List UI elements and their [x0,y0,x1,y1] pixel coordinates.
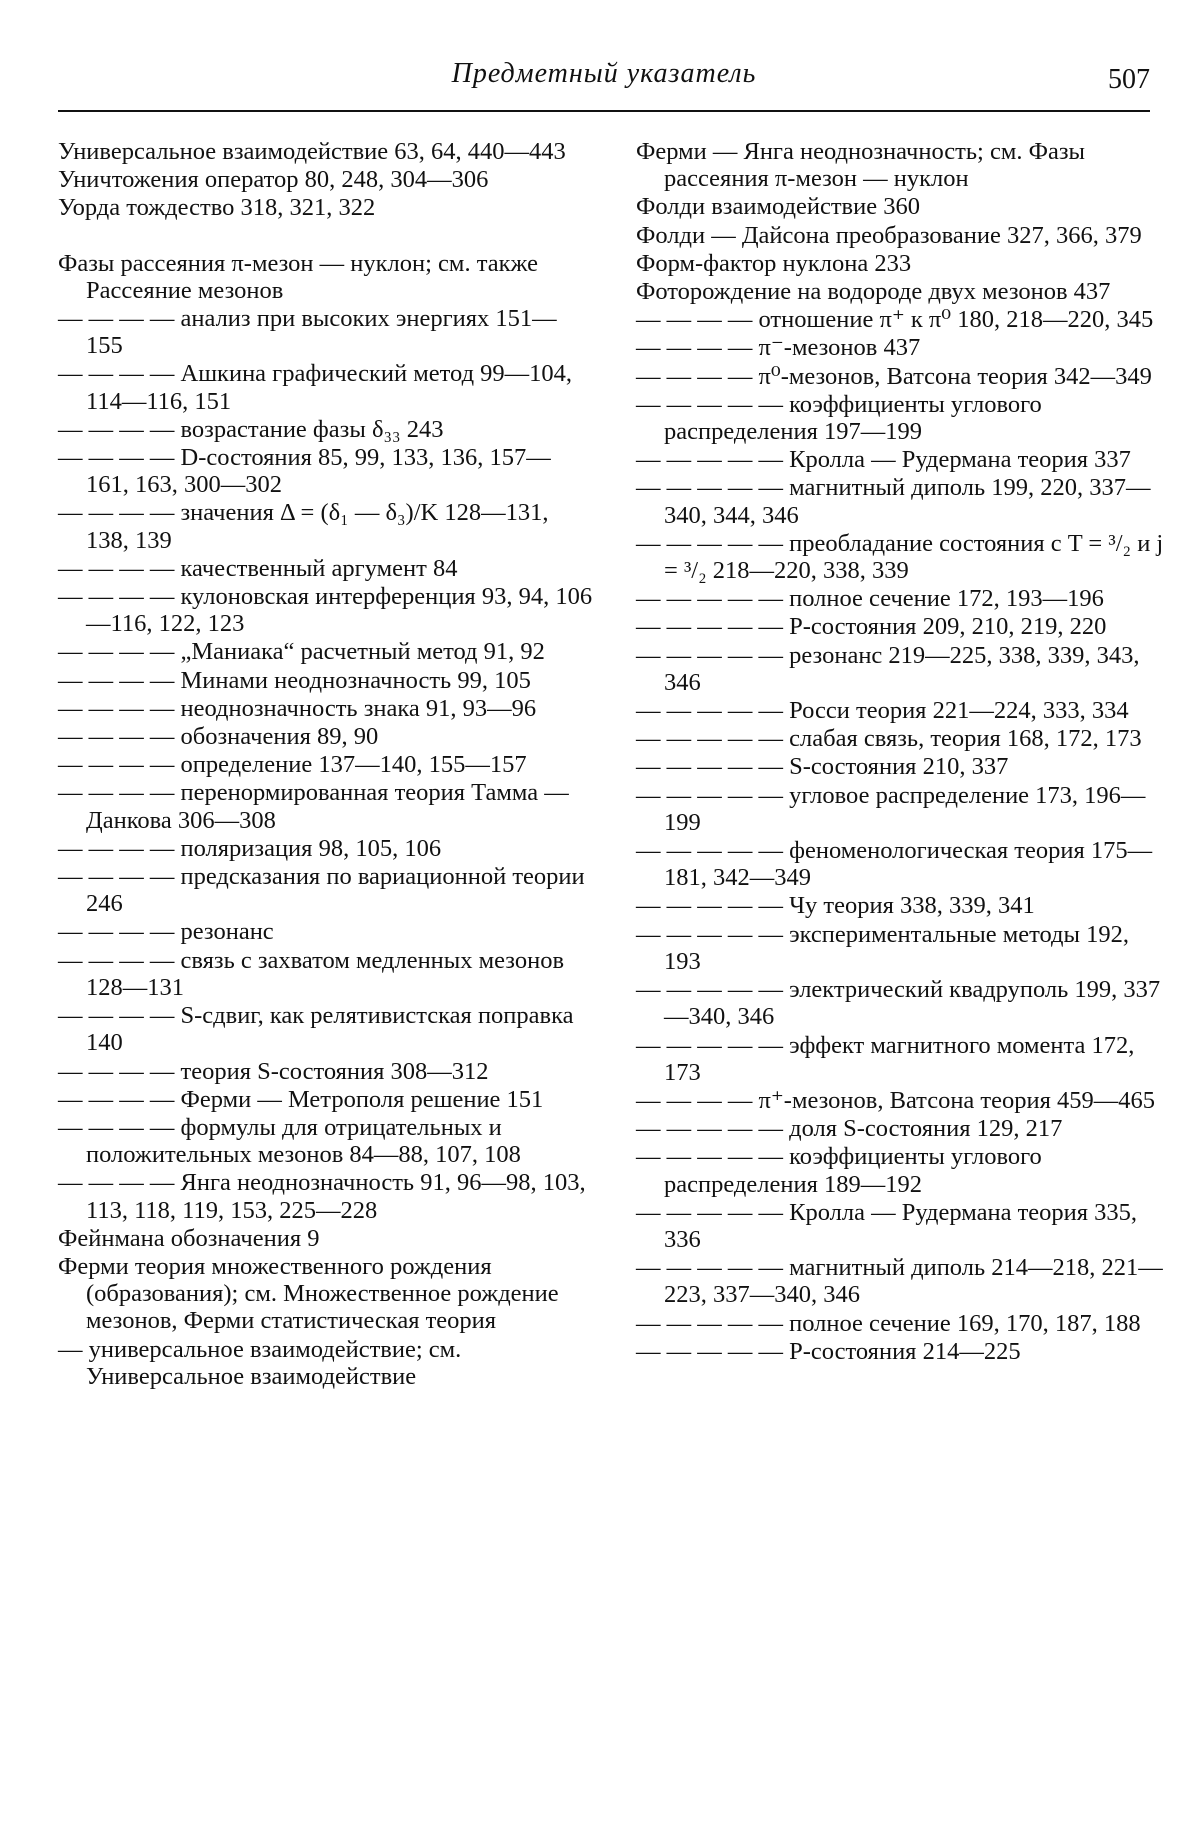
index-entry: — — — — — полное сечение 172, 193—196 [636,585,1104,613]
index-entry: — — — — — S-состояния 210, 337 [636,753,1009,781]
index-column-right [636,138,1171,1366]
index-entry: — — — — — магнитный диполь 199, 220, 337—340, 344, 346 [636,474,1151,529]
index-entry: Фейнмана обозначения 9 [58,1224,320,1252]
index-entry: — — — — π⁺-мезонов, Ватсона теория 459—465 [636,1086,1156,1114]
index-entry: — — — — — доля S-состояния 129, 217 [636,1115,1063,1143]
index-column-left [58,138,593,1391]
index-entry: — — — — поляризация 98, 105, 106 [58,834,442,862]
index-entry: — — — — π⁰-мезонов, Ватсона теория 342—349 [636,362,1152,390]
index-entry: — — — — „Маниака“ расчетный метод 91, 92 [58,638,545,666]
index-entry: — — — — формулы для отрицательных и положительных мезонов 84—88, 107, 108 [58,1113,521,1169]
index-entry: — — — — — коэффициенты углового распределения 197—199 [636,390,1042,446]
index-entry: Фазы рассеяния π-мезон — нуклон; см. также Рассеяние мезонов [58,249,538,304]
index-entry: — — — — обозначения 89, 90 [58,723,379,751]
index-entry: — — — — — эффект магнитного момента 172, 173 [636,1031,1135,1086]
index-entry: — — — — неоднозначность знака 91, 93—96 [58,694,537,722]
index-entry: — — — — теория S-состояния 308—312 [58,1057,489,1085]
index-entry: Универсальное взаимодействие 63, 64, 440—443 [58,138,566,165]
index-entry: — — — — резонанс [58,918,274,946]
index-entry: — — — — — Кролла — Рудермана теория 337 [636,446,1131,474]
running-title: Предметный указатель [451,58,757,89]
index-entry: — — — — перенормированная теория Тамма — Данкова 306—308 [58,779,569,834]
index-entry: — — — — — феноменологическая теория 175—181, 342—349 [636,837,1153,892]
index-entry: — — — — Янга неоднозначность 91, 96—98, 103, 113, 118, 119, 153, 225—228 [58,1169,586,1224]
index-entry: Ферми теория множественного рождения (образования); см. Множественное рождение мезонов, Ферми статистическая теория [58,1252,559,1335]
index-entry: — — — — отношение π⁺ к π⁰ 180, 218—220, 345 [636,306,1154,334]
index-entry: — — — — значения Δ = (δ₁ — δ₃)/K 128—131, 138, 139 [58,499,549,554]
index-entry: — — — — — P-состояния 214—225 [636,1337,1021,1365]
index-entry: — — — — — магнитный диполь 214—218, 221—223, 337—340, 346 [636,1254,1163,1309]
index-entry: — — — — — экспериментальные методы 192, 193 [636,920,1129,975]
index-entry: — — — — определение 137—140, 155—157 [58,751,527,779]
index-entry: — универсальное взаимодействие; см. Универсальное взаимодействие [58,1335,462,1390]
index-entry: Ферми — Янга неоднозначность; см. Фазы рассеяния π-мезон — нуклон [636,138,1085,193]
index-entry: — — — — — Чу теория 338, 339, 341 [636,892,1035,920]
index-entry: — — — — π⁻-мезонов 437 [636,334,921,362]
index-entry: Форм-фактор нуклона 233 [636,249,912,277]
index-entry: — — — — возрастание фазы δ₃₃ 243 [58,415,444,443]
index-entry: — — — — Минами неоднозначность 99, 105 [58,666,531,694]
index-entry: — — — — Ферми — Метрополя решение 151 [58,1085,544,1113]
index-entry: Уничтожения оператор 80, 248, 304—306 [58,166,489,194]
index-entry: — — — — связь с захватом медленных мезонов 128—131 [58,946,565,1001]
index-entry: — — — — D-состояния 85, 99, 133, 136, 157—161, 163, 300—302 [58,444,551,499]
index-entry: Фолди — Дайсона преобразование 327, 366, 379 [636,221,1142,249]
index-entry: Фолди взаимодействие 360 [636,193,920,221]
index-entry: — — — — — коэффициенты углового распределения 189—192 [636,1143,1042,1198]
index-entry: Уорда тождество 318, 321, 322 [58,194,376,222]
page-number: 507 [1108,64,1150,95]
index-entry: — — — — — полное сечение 169, 170, 187, 188 [636,1309,1141,1337]
index-entry: — — — — — Кролла — Рудермана теория 335, 336 [636,1198,1138,1253]
index-entry: — — — — кулоновская интерференция 93, 94, 106—116, 122, 123 [58,583,593,638]
index-entry: — — — — — преобладание состояния с T = ³/₂ и j = ³/₂ 218—220, 338, 339 [636,529,1164,585]
page-header [58,58,1150,112]
index-entry: — — — — — слабая связь, теория 168, 172, 173 [636,725,1142,753]
index-entry: — — — — — Росси теория 221—224, 333, 334 [636,697,1129,725]
index-entry: — — — — — резонанс 219—225, 338, 339, 343, 346 [636,641,1140,696]
index-entry: — — — — предсказания по вариационной теории 246 [58,863,585,918]
index-entry: — — — — — электрический квадруполь 199, 337—340, 346 [636,976,1161,1031]
index-entry: Фоторождение на водороде двух мезонов 437 [636,278,1111,306]
index-entry: — — — — S-сдвиг, как релятивистская поправка 140 [58,1002,574,1057]
index-entry: — — — — Ашкина графический метод 99—104, 114—116, 151 [58,360,573,415]
index-entry: — — — — анализ при высоких энергиях 151—155 [58,305,557,360]
index-entry: — — — — — P-состояния 209, 210, 219, 220 [636,613,1107,641]
index-entry: — — — — качественный аргумент 84 [58,554,458,582]
index-entry: — — — — — угловое распределение 173, 196—199 [636,781,1146,836]
